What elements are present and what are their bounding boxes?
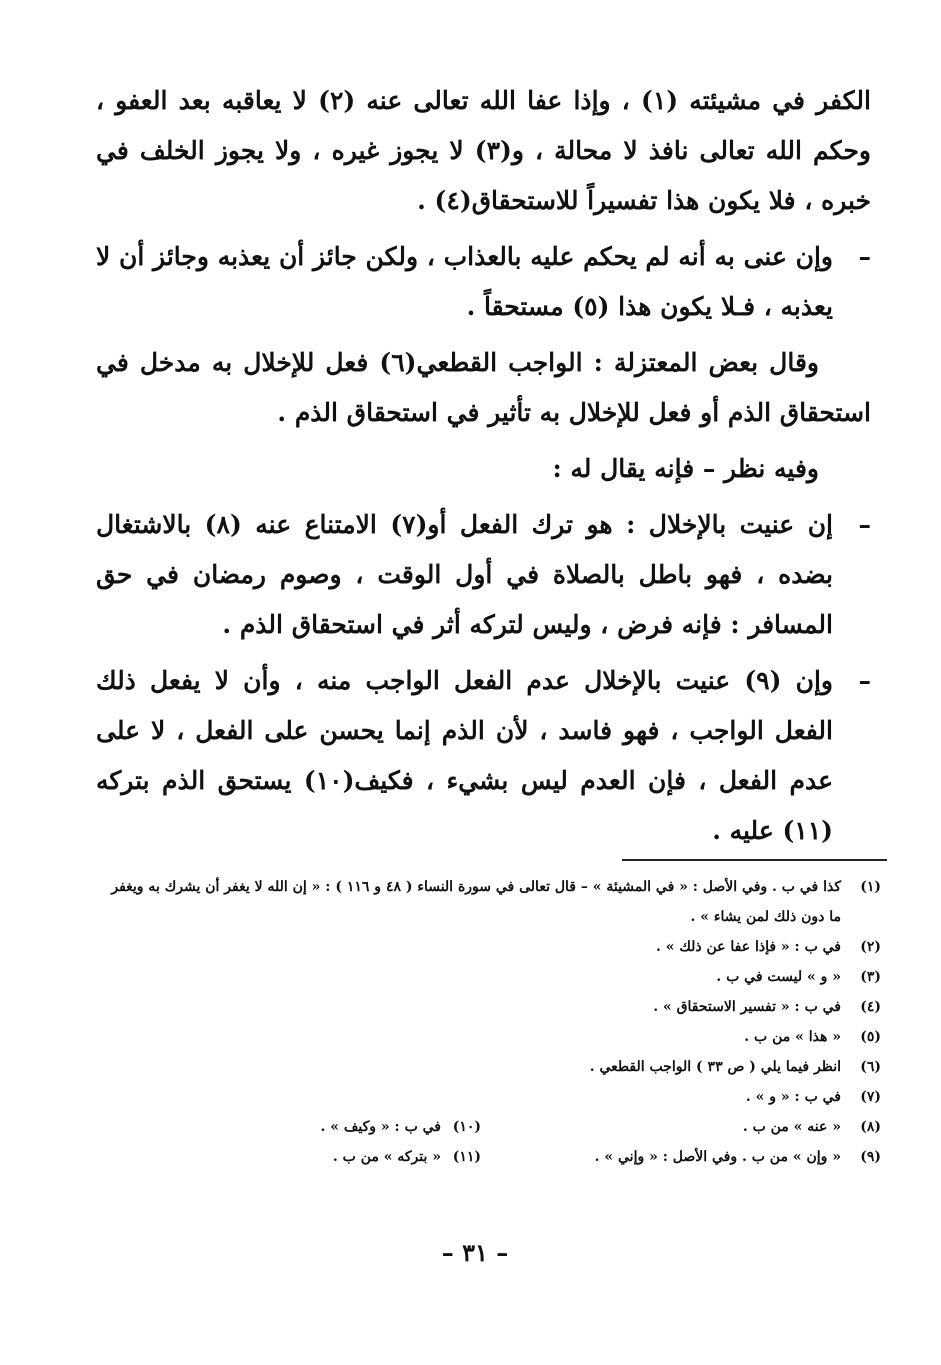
- footnote-number: (٦): [860, 1059, 881, 1075]
- footnote-number: (٣): [860, 969, 881, 985]
- paragraph-5-text: إن عنيت بالإخلال : هو ترك الفعل أو(٧) الامتناع عنه (٨) بالاشتغال بضده ، فهو باطل بالصلاة في أول الوقت ، وصوم رمضان في حق المسافر : فإنه فرض ، وليس لتركه أثر في استحقاق الذم .: [96, 510, 833, 639]
- footnote-3: [96, 962, 881, 992]
- footnote-text: في ب : « فإذا عفا عن ذلك » .: [655, 939, 841, 955]
- footnote-1: [96, 872, 881, 932]
- page-number: – ٣١ –: [441, 1238, 509, 1267]
- paragraph-4: وفيه نظر – فإنه يقال له :: [552, 454, 819, 483]
- footnote-text: في ب : « وكيف » .: [320, 1119, 441, 1135]
- footnote-8: [481, 1112, 881, 1142]
- footnote-text: « و » ليست في ب .: [716, 969, 841, 985]
- footnote-4: [96, 992, 881, 1022]
- footnote-row-9-11: [96, 1142, 881, 1172]
- footnotes: [96, 872, 881, 1172]
- footnote-5: [96, 1022, 881, 1052]
- footnote-text: كذا في ب . وفي الأصل : « في المشيئة » – قال تعالى في سورة النساء ( ٤٨ و ١١٦ ) : « إن الله لا يغفر أن يشرك به ويغفر ما دون ذلك لمن يشاء » .: [111, 879, 841, 925]
- paragraph-1: الكفر في مشيئته (١) ، وإذا عفا الله تعالى عنه (٢) لا يعاقبه بعد العفو ، وحكم الله تعالى نافذ لا محالة ، و(٣) لا يجوز غيره ، ولا يجوز الخلف في خبره ، فلا يكون هذا تفسيراً للاستحقاق(٤) .: [96, 86, 871, 215]
- footnote-number: (٢): [860, 939, 881, 955]
- footnote-separator: [622, 859, 887, 861]
- footnote-number: (٩): [860, 1149, 881, 1165]
- footnote-9: [481, 1142, 881, 1172]
- footnote-7: [96, 1082, 881, 1112]
- dash-marker: –: [858, 242, 871, 271]
- footnote-row-8-10: [96, 1112, 881, 1142]
- paragraph-2-text: وإن عنى به أنه لم يحكم عليه بالعذاب ، ولكن جائز أن يعذبه وجائز أن لا يعذبه ، فـلا يكون هذا (٥) مستحقاً .: [96, 242, 833, 321]
- footnote-text: في ب : « و » .: [745, 1089, 841, 1105]
- footnote-number: (١٠): [452, 1119, 481, 1135]
- footnote-number: (١١): [452, 1149, 481, 1165]
- paragraph-6-text: وإن (٩) عنيت بالإخلال عدم الفعل الواجب منه ، وأن لا يفعل ذلك الفعل الواجب ، فهو فاسد ، لأن الذم إنما يحسن على الفعل ، لا على عدم الفعل ، فإن العدم ليس بشيء ، فكيف(١٠) يستحق الذم بتركه (١١) عليه .: [96, 666, 833, 845]
- footnote-number: (٤): [860, 999, 881, 1015]
- paragraph-2: [96, 232, 871, 332]
- footnote-text: « عنه » من ب .: [742, 1119, 841, 1135]
- dash-marker: –: [858, 666, 871, 695]
- footnote-text: انظر فيما يلي ( ص ٣٣ ) الواجب القطعي .: [589, 1059, 841, 1075]
- footnote-6: [96, 1052, 881, 1082]
- footnote-number: (٥): [860, 1029, 881, 1045]
- paragraph-6: [96, 656, 871, 856]
- main-text: [96, 76, 871, 862]
- footnote-text: « وإن » من ب . وفي الأصل : « وإني » .: [594, 1149, 841, 1165]
- footnote-number: (٧): [860, 1089, 881, 1105]
- paragraph-5: [96, 500, 871, 650]
- footnote-text: في ب : « تفسير الاستحقاق » .: [653, 999, 841, 1015]
- dash-marker: –: [858, 510, 871, 539]
- footnote-number: (٨): [860, 1119, 881, 1135]
- footnote-11: [81, 1142, 481, 1172]
- footnote-number: (١): [860, 879, 881, 895]
- paragraph-3: وقال بعض المعتزلة : الواجب القطعي(٦) فعل للإخلال به مدخل في استحقاق الذم أو فعل للإخلال به تأثير في استحقاق الذم .: [96, 348, 871, 427]
- footnote-text: « هذا » من ب .: [744, 1029, 841, 1045]
- footnote-2: [96, 932, 881, 962]
- footnote-text: « بتركه » من ب .: [332, 1149, 441, 1165]
- footnote-10: [81, 1112, 481, 1142]
